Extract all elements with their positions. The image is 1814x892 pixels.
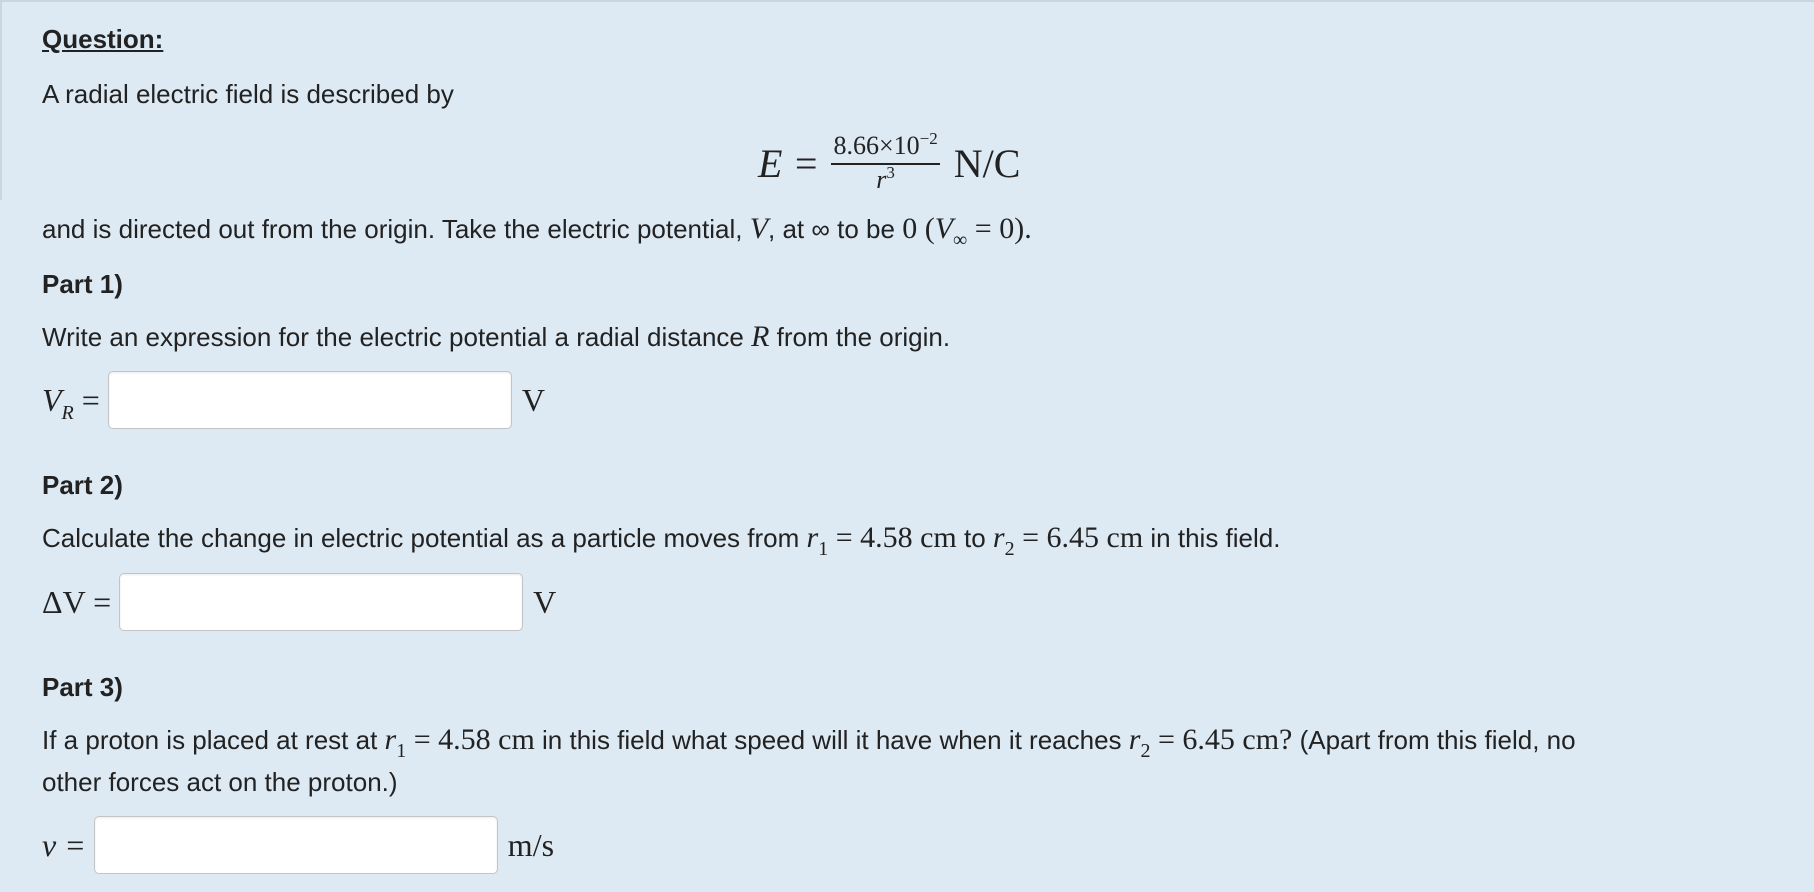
part2-text-to: to — [956, 523, 993, 553]
part1-prompt — [42, 320, 950, 354]
part3-answer-row — [42, 816, 554, 874]
panel-left-border — [0, 0, 2, 200]
directed-text-part2: , at ∞ to be — [768, 214, 903, 244]
part3-prompt — [42, 723, 1576, 760]
part1-answer-row — [42, 371, 545, 429]
part2-prompt — [42, 521, 1280, 558]
part3-r1-var: r — [384, 723, 397, 756]
part1-unit: V — [521, 381, 545, 418]
var-r: R — [751, 320, 770, 353]
r1-subscript: 1 — [818, 538, 829, 560]
part1-label-eq: = — [73, 381, 100, 418]
part3-text-b: (Apart from this field, no — [1292, 725, 1576, 755]
equation-lhs: E = — [758, 140, 820, 186]
equation-fraction — [831, 131, 939, 195]
numerator-exponent: −2 — [919, 129, 938, 148]
directed-text-tail: = 0). — [967, 212, 1032, 245]
intro-text: A radial electric field is described by — [42, 79, 454, 109]
part3-prompt-line2: other forces act on the proton.) — [42, 767, 398, 797]
part2-heading: Part 2) — [42, 470, 123, 500]
part1-text-b: from the origin. — [769, 322, 951, 352]
part3-answer-input[interactable] — [94, 816, 498, 874]
r2-subscript: 2 — [1004, 538, 1015, 560]
v-inf: V — [934, 212, 954, 245]
part3-r1-subscript: 1 — [396, 740, 407, 762]
question-heading: Question: — [42, 24, 164, 54]
denominator-exponent: 3 — [886, 163, 895, 182]
part3-r1-value: = 4.58 cm — [406, 723, 535, 756]
electric-field-equation — [758, 128, 1020, 198]
part3-text-a: If a proton is placed at rest at — [42, 725, 385, 755]
denominator-text: r — [876, 165, 887, 194]
part3-heading: Part 3) — [42, 672, 123, 702]
var-v: V — [749, 212, 769, 245]
part2-answer-row — [42, 573, 556, 631]
part2-text-a: Calculate the change in electric potential as a particle moves from — [42, 523, 807, 553]
numerator-text: 8.66×10 — [833, 131, 920, 160]
part3-text-mid: in this field what speed will it have when it reaches — [534, 725, 1129, 755]
panel-top-border — [0, 0, 1814, 2]
r1-var: r — [806, 521, 819, 554]
directed-text-part1: and is directed out from the origin. Take the electric potential, — [42, 214, 750, 244]
part1-answer-input[interactable] — [108, 371, 512, 429]
part1-heading: Part 1) — [42, 269, 123, 299]
part2-answer-label: ΔV = — [42, 583, 112, 620]
r2-value: = 6.45 cm — [1014, 521, 1144, 554]
part3-answer-label: v = — [42, 826, 86, 863]
inf-subscript: ∞ — [953, 229, 968, 251]
part3-r2-subscript: 2 — [1140, 740, 1151, 762]
part1-label-sub: R — [61, 401, 74, 424]
equation-unit: N/C — [953, 140, 1021, 186]
part1-text-a: Write an expression for the electric potential a radial distance — [42, 322, 752, 352]
part3-r2-var: r — [1128, 723, 1141, 756]
part2-answer-input[interactable] — [119, 573, 523, 631]
directed-text — [42, 212, 1032, 249]
equation-denominator — [876, 165, 895, 195]
r2-var: r — [992, 521, 1005, 554]
part1-label-main: V — [42, 381, 62, 418]
part2-text-b: in this field. — [1143, 523, 1281, 553]
zero-value: 0 ( — [902, 212, 935, 245]
part2-unit: V — [533, 583, 557, 620]
part3-unit: m/s — [507, 826, 555, 863]
part3-r2-value: = 6.45 cm? — [1150, 723, 1293, 756]
r1-value: = 4.58 cm — [828, 521, 957, 554]
equation-numerator — [831, 131, 939, 165]
part1-answer-label — [42, 381, 100, 424]
